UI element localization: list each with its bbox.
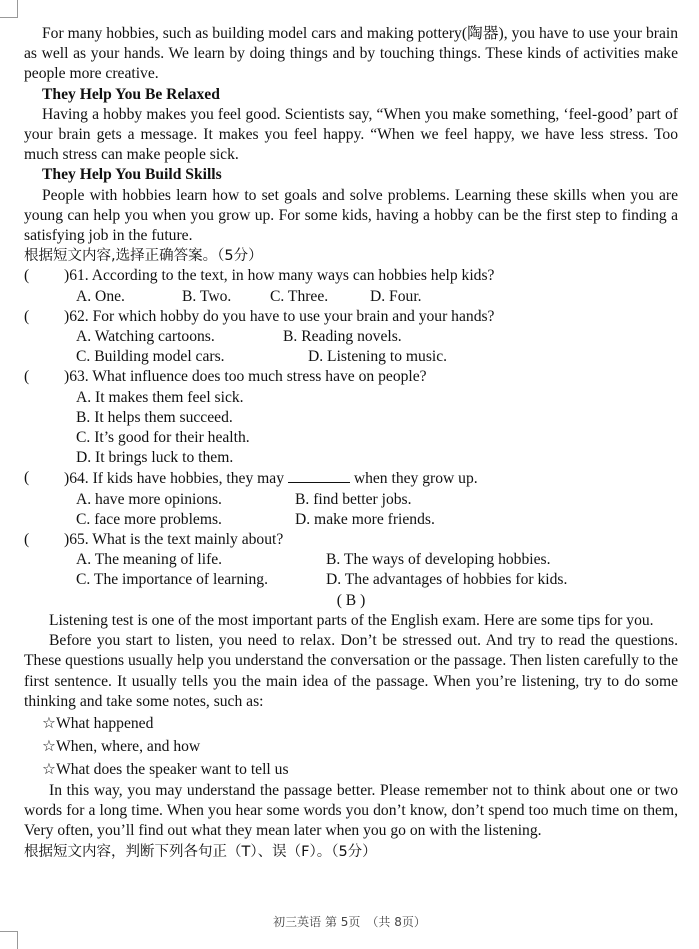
option-d[interactable]: D. The advantages of hobbies for kids. (326, 571, 568, 589)
question-63-option-c-row (24, 428, 678, 448)
question-stem-start: )64. If kids have hobbies, they may (64, 470, 284, 488)
page-footer: 初三英语 第 5页 （共 8页） (273, 915, 426, 929)
option-a[interactable]: A. Watching cartoons. (76, 328, 215, 346)
option-b[interactable]: B. It helps them succeed. (76, 408, 233, 426)
option-b[interactable]: B. find better jobs. (295, 490, 412, 508)
passage-b-paragraph-2: Before you start to listen, you need to relax. Don’t be stressed out. And try to read the questions. These questions usually help you understand the conversation or the passage. Then listen carefully to the first sentence. It usually tells you the main idea of the passage. When you’re listening, try to do some thinking and take some notes, such as: (24, 632, 678, 710)
option-a[interactable]: A. One. (76, 287, 125, 305)
question-61-options (24, 287, 678, 307)
passage-a-heading-relaxed: They Help You Be Relaxed (42, 85, 220, 103)
passage-a-paragraph-2: Having a hobby makes you feel good. Scientists say, “When you make something, ‘feel-good’ part of your brain gets a message. It makes you feel happy. “When we feel happy, we have less stress. Too much stress can make people sick. (24, 105, 678, 164)
option-b[interactable]: B. Reading novels. (283, 328, 402, 346)
option-a[interactable]: A. It makes them feel sick. (76, 388, 244, 406)
question-stem: )62. For which hobby do you have to use your brain and your hands? (64, 307, 495, 325)
option-c[interactable]: C. Three. (270, 287, 329, 305)
option-d[interactable]: D. make more friends. (295, 510, 435, 528)
option-d[interactable]: D. It brings luck to them. (76, 449, 234, 467)
option-a[interactable]: A. have more opinions. (76, 490, 222, 508)
question-65-options-row-2 (24, 570, 678, 590)
option-c[interactable]: C. It’s good for their health. (76, 429, 250, 447)
option-a[interactable]: A. The meaning of life. (76, 551, 223, 569)
passage-a-paragraph-1: For many hobbies, such as building model cars and making pottery(陶器), you have to use your brain as well as your hands. We learn by doing things and by touching things. These kinds of activities make people more creative. (24, 25, 678, 83)
crop-mark-top-left (0, 0, 18, 18)
answer-bracket[interactable]: ( (24, 368, 30, 386)
question-62-options-row-1 (24, 327, 678, 347)
question-63 (24, 367, 678, 387)
question-stem: )63. What influence does too much stress have on people? (64, 368, 427, 386)
passage-a-heading-skills: They Help You Build Skills (42, 166, 222, 184)
section-b-label: ( B ) (336, 591, 366, 609)
option-d[interactable]: D. Four. (370, 287, 422, 305)
option-c[interactable]: C. face more problems. (76, 510, 222, 528)
question-64 (24, 468, 678, 489)
option-b[interactable]: B. The ways of developing hobbies. (326, 551, 551, 569)
fill-in-blank (288, 468, 350, 483)
passage-b-paragraph-3: In this way, you may understand the passage better. Please remember not to think about one or two words for a long time. When you hear some words you don’t know, don’t spend too much time on them, Very often, you’ll find out what they mean later when you go on with the listening. (24, 781, 678, 840)
page-content (24, 24, 678, 862)
answer-bracket[interactable]: ( (24, 531, 30, 549)
question-stem (64, 468, 478, 489)
question-stem: )61. According to the text, in how many ways can hobbies help kids? (64, 267, 495, 285)
option-c[interactable]: C. Building model cars. (76, 348, 225, 366)
option-c[interactable]: C. The importance of learning. (76, 571, 268, 589)
tip-item: ☆What does the speaker want to tell us (42, 760, 289, 778)
instruction-true-false: 根据短文内容，判断下列各句正（T）、误（F）。（5分） (24, 843, 377, 860)
question-stem-end: when they grow up. (353, 470, 478, 488)
question-61 (24, 266, 678, 286)
passage-b-paragraph-1: Listening test is one of the most important parts of the English exam. Here are some tips for you. (49, 611, 654, 629)
question-64-options-row-1 (24, 490, 678, 510)
question-65-options-row-1 (24, 550, 678, 570)
answer-bracket[interactable]: ( (24, 469, 30, 487)
instruction-multiple-choice: 根据短文内容,选择正确答案。（5分） (24, 248, 263, 265)
question-65 (24, 530, 678, 550)
question-stem: )65. What is the text mainly about? (64, 531, 284, 549)
tip-item: ☆When, where, and how (42, 737, 201, 755)
option-b[interactable]: B. Two. (182, 287, 232, 305)
crop-mark-bottom-left (0, 931, 18, 949)
question-62 (24, 307, 678, 327)
tip-item: ☆What happened (42, 714, 154, 732)
passage-a-paragraph-3: People with hobbies learn how to set goals and solve problems. Learning these skills when you are young can help you when you grow up. For some kids, having a hobby can be the first step to finding a satisfying job in the future. (24, 186, 678, 245)
question-63-option-b-row (24, 408, 678, 428)
question-62-options-row-2 (24, 347, 678, 367)
question-64-options-row-2 (24, 510, 678, 530)
option-d[interactable]: D. Listening to music. (308, 348, 448, 366)
question-63-option-d-row (24, 448, 678, 468)
answer-bracket[interactable]: ( (24, 307, 30, 325)
answer-bracket[interactable]: ( (24, 267, 30, 285)
question-63-option-a-row (24, 388, 678, 408)
